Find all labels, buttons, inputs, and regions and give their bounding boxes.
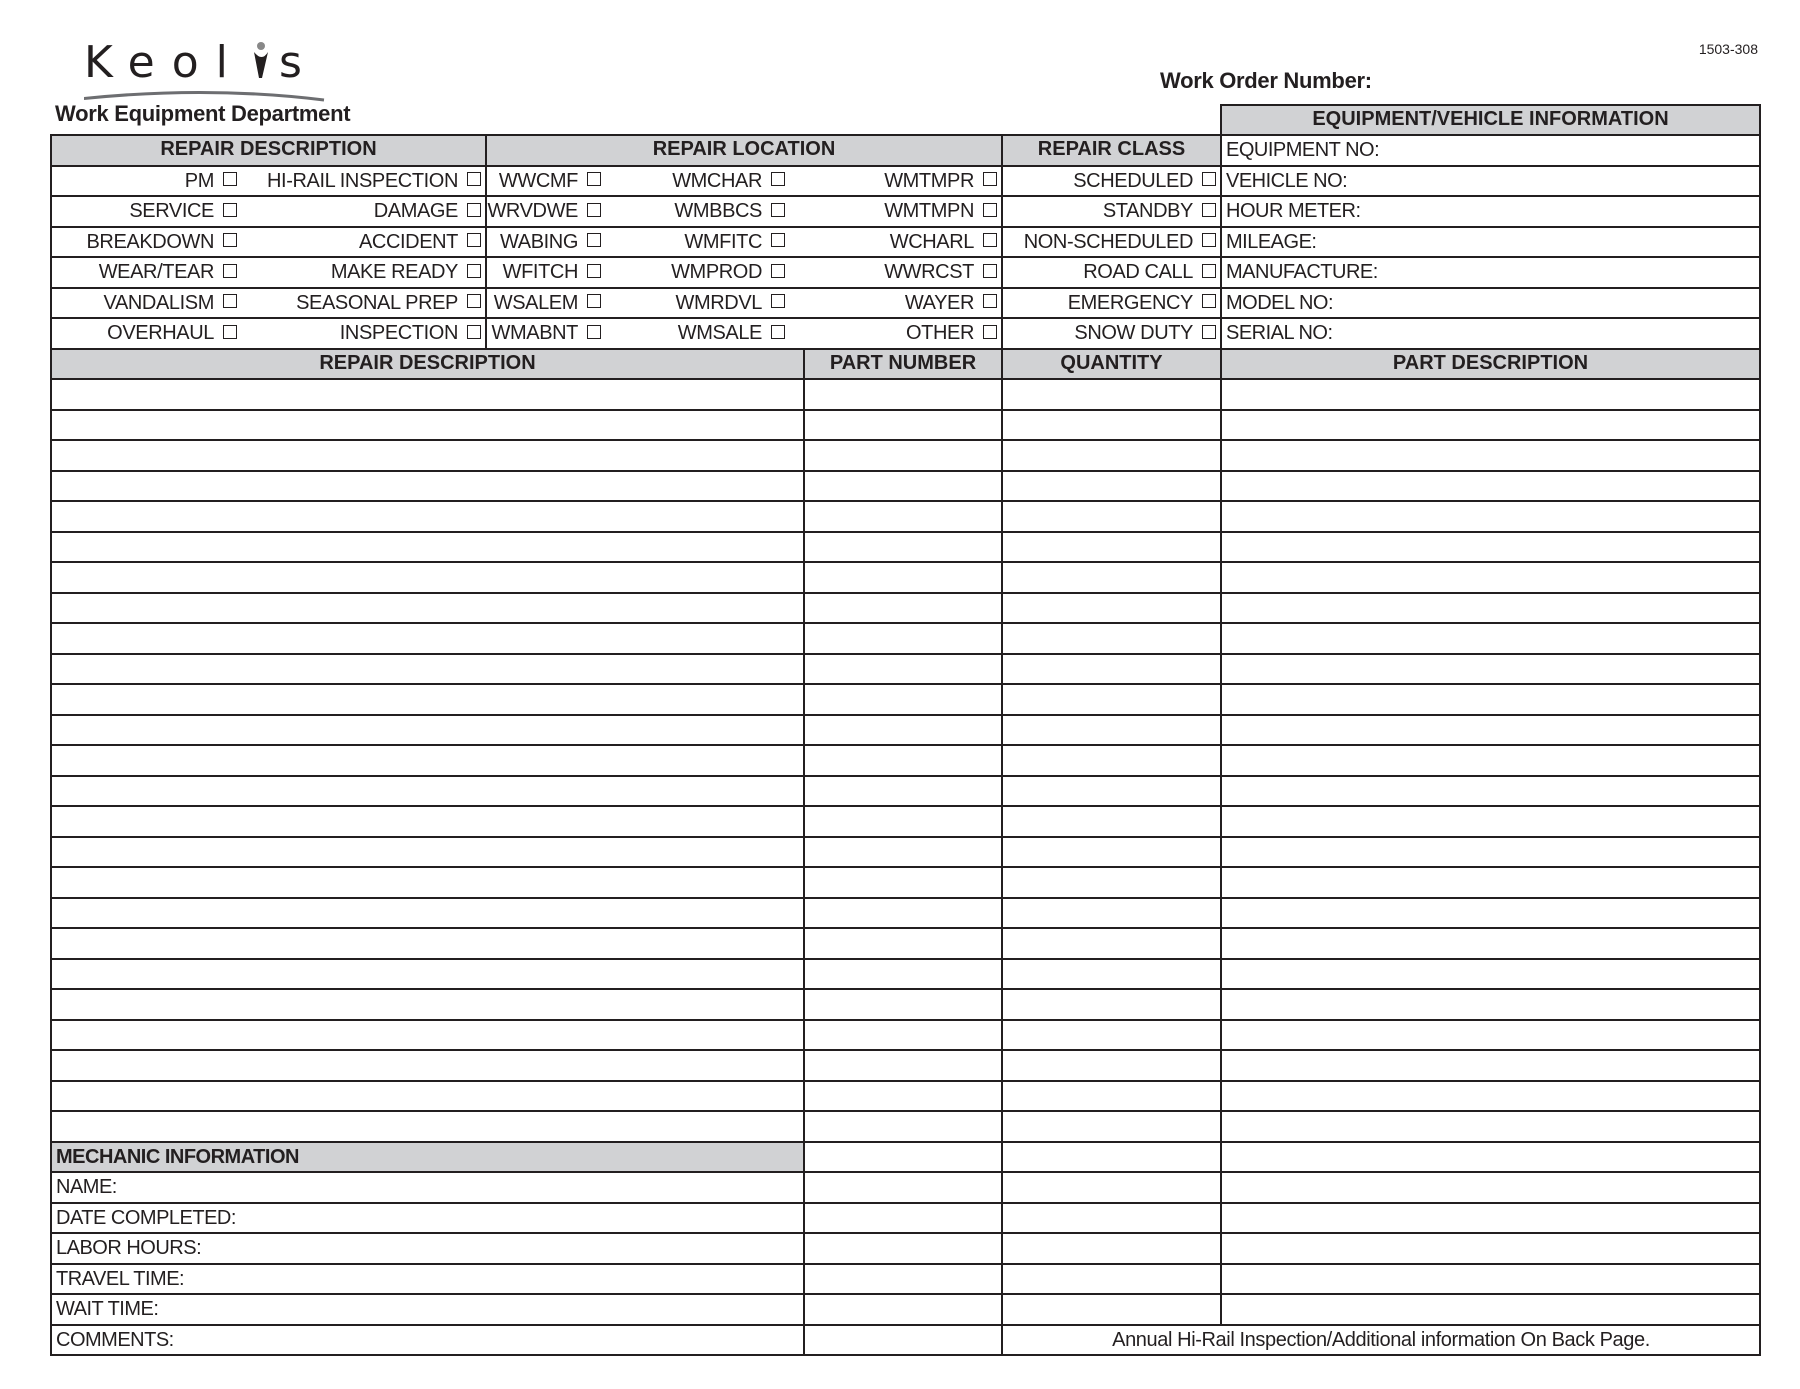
repair-description-cell[interactable]	[50, 470, 805, 503]
part-description-cell[interactable]	[1220, 531, 1761, 564]
option-label: WMBBCS	[674, 200, 762, 222]
option-label: WMTMPN	[884, 200, 974, 222]
repair-location-option-row	[485, 317, 1003, 350]
repair-description-header: REPAIR DESCRIPTION	[50, 134, 487, 167]
checkbox[interactable]	[771, 233, 785, 247]
repair-location-option[interactable]	[500, 228, 601, 256]
checkbox[interactable]	[223, 294, 237, 308]
checkbox[interactable]	[467, 233, 481, 247]
svg-text:Keol: Keol	[84, 37, 245, 88]
repair-description-option[interactable]	[129, 197, 237, 225]
part-number-cell[interactable]	[803, 1171, 1003, 1204]
repair-description-option-row	[50, 256, 487, 289]
option-label: EMERGENCY	[1067, 291, 1193, 314]
checkbox[interactable]	[587, 264, 601, 278]
repair-description-option[interactable]	[331, 258, 481, 286]
equipment-field[interactable]: MODEL NO:	[1220, 287, 1761, 320]
checkbox[interactable]	[1202, 172, 1216, 186]
part-description-cell[interactable]	[1220, 1141, 1761, 1174]
repair-location-option[interactable]	[676, 289, 786, 317]
quantity-cell[interactable]	[1001, 592, 1222, 625]
part-number-cell[interactable]	[803, 744, 1003, 777]
quantity-cell[interactable]	[1001, 653, 1222, 686]
checkbox[interactable]	[587, 325, 601, 339]
checkbox[interactable]	[223, 172, 237, 186]
repair-description-cell[interactable]	[50, 866, 805, 899]
part-description-cell[interactable]	[1220, 744, 1761, 777]
repair-description-cell[interactable]	[50, 1019, 805, 1052]
checkbox[interactable]	[983, 233, 997, 247]
repair-description-option[interactable]	[103, 289, 237, 317]
quantity-cell[interactable]	[1001, 1263, 1222, 1296]
part-description-cell[interactable]	[1220, 409, 1761, 442]
part-number-cell[interactable]	[803, 439, 1003, 472]
repair-description-cell[interactable]	[50, 439, 805, 472]
repair-description-cell[interactable]	[50, 744, 805, 777]
option-label: PM	[184, 169, 214, 192]
repair-class-option[interactable]	[1074, 319, 1216, 347]
mechanic-field[interactable]: NAME:	[50, 1171, 805, 1204]
option-label: BREAKDOWN	[86, 230, 214, 253]
quantity-cell[interactable]	[1001, 958, 1222, 991]
part-description-cell[interactable]	[1220, 714, 1761, 747]
quantity-cell[interactable]	[1001, 988, 1222, 1021]
part-description-cell[interactable]	[1220, 653, 1761, 686]
part-number-cell[interactable]	[803, 988, 1003, 1021]
repair-class-option-row	[1001, 256, 1222, 289]
part-number-cell[interactable]	[803, 1049, 1003, 1082]
part-number-cell[interactable]	[803, 1141, 1003, 1174]
repair-location-option[interactable]	[492, 319, 601, 347]
repair-description-cell[interactable]	[50, 531, 805, 564]
option-label: WMSALE	[677, 322, 762, 344]
repair-description-cell[interactable]	[50, 592, 805, 625]
repair-description-cell[interactable]	[50, 409, 805, 442]
column-header-quantity: QUANTITY	[1001, 348, 1222, 381]
repair-description-option[interactable]	[296, 289, 481, 317]
option-label: OVERHAUL	[107, 322, 214, 344]
option-label: INSPECTION	[339, 322, 458, 344]
repair-class-option-row	[1001, 317, 1222, 350]
repair-description-option-row	[50, 226, 487, 259]
repair-class-option[interactable]	[1083, 258, 1216, 286]
repair-description-option[interactable]	[340, 319, 481, 347]
option-label: HI-RAIL INSPECTION	[267, 169, 458, 192]
option-label: WMCHAR	[672, 169, 762, 192]
part-number-cell[interactable]	[803, 409, 1003, 442]
part-number-cell[interactable]	[803, 714, 1003, 747]
part-number-cell[interactable]	[803, 592, 1003, 625]
checkbox[interactable]	[467, 294, 481, 308]
equipment-field[interactable]: SERIAL NO:	[1220, 317, 1761, 350]
part-number-cell[interactable]	[803, 805, 1003, 838]
quantity-cell[interactable]	[1001, 805, 1222, 838]
option-label: WMPROD	[671, 261, 762, 283]
quantity-cell[interactable]	[1001, 836, 1222, 869]
quantity-cell[interactable]	[1001, 714, 1222, 747]
repair-description-option[interactable]	[185, 167, 237, 195]
part-description-cell[interactable]	[1220, 1202, 1761, 1235]
repair-description-option-row	[50, 317, 487, 350]
part-number-cell[interactable]	[803, 1263, 1003, 1296]
repair-location-option[interactable]	[487, 197, 601, 225]
repair-class-option[interactable]	[1068, 289, 1216, 317]
option-label: WABING	[500, 230, 578, 253]
checkbox[interactable]	[771, 264, 785, 278]
part-number-cell[interactable]	[803, 1110, 1003, 1143]
quantity-cell[interactable]	[1001, 1110, 1222, 1143]
quantity-cell[interactable]	[1001, 1019, 1222, 1052]
repair-description-option-row	[50, 165, 487, 198]
repair-description-cell[interactable]	[50, 927, 805, 960]
checkbox[interactable]	[1202, 294, 1216, 308]
option-label: SNOW DUTY	[1074, 322, 1193, 344]
checkbox[interactable]	[587, 203, 601, 217]
quantity-cell[interactable]	[1001, 897, 1222, 930]
repair-location-option[interactable]	[684, 228, 785, 256]
repair-description-cell[interactable]	[50, 1049, 805, 1082]
option-label: WEAR/TEAR	[98, 261, 214, 283]
repair-description-cell[interactable]	[50, 683, 805, 716]
quantity-cell[interactable]	[1001, 378, 1222, 411]
repair-class-header: REPAIR CLASS	[1001, 134, 1222, 167]
option-label: WSALEM	[493, 291, 578, 314]
option-label: WWRCST	[884, 261, 974, 283]
checkbox[interactable]	[467, 203, 481, 217]
quantity-cell[interactable]	[1001, 1202, 1222, 1235]
part-number-cell[interactable]	[803, 1324, 1003, 1357]
repair-class-option[interactable]	[1024, 228, 1216, 256]
repair-location-option-row	[485, 226, 1003, 259]
part-number-cell[interactable]	[803, 866, 1003, 899]
option-label: STANDBY	[1102, 200, 1193, 222]
checkbox[interactable]	[771, 325, 785, 339]
repair-description-option[interactable]	[267, 167, 481, 195]
quantity-cell[interactable]	[1001, 1232, 1222, 1265]
checkbox[interactable]	[1202, 233, 1216, 247]
repair-description-cell[interactable]	[50, 378, 805, 411]
part-description-cell[interactable]	[1220, 866, 1761, 899]
part-description-cell[interactable]	[1220, 1080, 1761, 1113]
part-description-cell[interactable]	[1220, 592, 1761, 625]
checkbox[interactable]	[983, 325, 997, 339]
part-description-cell[interactable]	[1220, 927, 1761, 960]
quantity-cell[interactable]	[1001, 927, 1222, 960]
checkbox[interactable]	[587, 294, 601, 308]
repair-location-header: REPAIR LOCATION	[485, 134, 1003, 167]
column-header-part-description: PART DESCRIPTION	[1220, 348, 1761, 381]
quantity-cell[interactable]	[1001, 683, 1222, 716]
part-number-cell[interactable]	[803, 1202, 1003, 1235]
repair-description-option[interactable]	[107, 319, 237, 347]
repair-description-cell[interactable]	[50, 622, 805, 655]
mechanic-information-header: MECHANIC INFORMATION	[50, 1141, 805, 1174]
repair-location-option[interactable]	[494, 289, 601, 317]
part-description-cell[interactable]	[1220, 378, 1761, 411]
equipment-field[interactable]: MANUFACTURE:	[1220, 256, 1761, 289]
department-title: Work Equipment Department	[55, 101, 351, 126]
part-description-cell[interactable]	[1220, 988, 1761, 1021]
quantity-cell[interactable]	[1001, 470, 1222, 503]
quantity-cell[interactable]	[1001, 1293, 1222, 1326]
option-label: MAKE READY	[330, 261, 458, 283]
part-number-cell[interactable]	[803, 1293, 1003, 1326]
repair-description-option-row	[50, 287, 487, 320]
footer-note: Annual Hi-Rail Inspection/Additional information On Back Page.	[1001, 1324, 1761, 1357]
option-label: SEASONAL PREP	[296, 291, 458, 314]
checkbox[interactable]	[1202, 325, 1216, 339]
svg-text:s: s	[279, 37, 302, 88]
repair-class-option-row	[1001, 226, 1222, 259]
part-description-cell[interactable]	[1220, 1171, 1761, 1204]
option-label: WMABNT	[491, 322, 578, 344]
part-number-cell[interactable]	[803, 378, 1003, 411]
mechanic-field[interactable]: COMMENTS:	[50, 1324, 805, 1357]
quantity-cell[interactable]	[1001, 1049, 1222, 1082]
checkbox[interactable]	[1202, 264, 1216, 278]
repair-description-cell[interactable]	[50, 653, 805, 686]
option-label: ACCIDENT	[358, 230, 458, 253]
part-description-cell[interactable]	[1220, 622, 1761, 655]
repair-description-cell[interactable]	[50, 1080, 805, 1113]
mechanic-field[interactable]: TRAVEL TIME:	[50, 1263, 805, 1296]
repair-description-option[interactable]	[359, 228, 481, 256]
equipment-field[interactable]: VEHICLE NO:	[1220, 165, 1761, 198]
part-description-cell[interactable]	[1220, 561, 1761, 594]
checkbox[interactable]	[467, 172, 481, 186]
repair-description-option-row	[50, 195, 487, 228]
repair-description-cell[interactable]	[50, 958, 805, 991]
quantity-cell[interactable]	[1001, 500, 1222, 533]
part-description-cell[interactable]	[1220, 805, 1761, 838]
equipment-field[interactable]: EQUIPMENT NO:	[1220, 134, 1761, 167]
quantity-cell[interactable]	[1001, 531, 1222, 564]
part-description-cell[interactable]	[1220, 1263, 1761, 1296]
repair-description-cell[interactable]	[50, 1110, 805, 1143]
repair-class-option-row	[1001, 165, 1222, 198]
repair-location-option[interactable]	[906, 319, 997, 347]
equipment-field[interactable]: MILEAGE:	[1220, 226, 1761, 259]
option-label: WMFITC	[684, 230, 762, 253]
checkbox[interactable]	[771, 294, 785, 308]
form-number: 1503-308	[1698, 41, 1758, 57]
checkbox[interactable]	[983, 264, 997, 278]
checkbox[interactable]	[223, 233, 237, 247]
part-description-cell[interactable]	[1220, 1232, 1761, 1265]
part-description-cell[interactable]	[1220, 775, 1761, 808]
part-number-cell[interactable]	[803, 1232, 1003, 1265]
checkbox[interactable]	[467, 325, 481, 339]
logo-graphic	[84, 32, 334, 107]
column-header-part-number: PART NUMBER	[803, 348, 1003, 381]
checkbox[interactable]	[983, 203, 997, 217]
repair-location-option[interactable]	[672, 167, 785, 195]
repair-description-cell[interactable]	[50, 805, 805, 838]
part-description-cell[interactable]	[1220, 1110, 1761, 1143]
part-description-cell[interactable]	[1220, 836, 1761, 869]
option-label: SCHEDULED	[1073, 169, 1193, 192]
repair-location-option[interactable]	[884, 258, 997, 286]
option-label: WMTMPR	[884, 169, 974, 192]
part-description-cell[interactable]	[1220, 1019, 1761, 1052]
quantity-cell[interactable]	[1001, 775, 1222, 808]
repair-location-option-row	[485, 287, 1003, 320]
quantity-cell[interactable]	[1001, 1080, 1222, 1113]
part-number-cell[interactable]	[803, 1080, 1003, 1113]
repair-description-cell[interactable]	[50, 775, 805, 808]
repair-location-option[interactable]	[503, 258, 601, 286]
checkbox[interactable]	[771, 203, 785, 217]
option-label: WCHARL	[889, 230, 974, 253]
option-label: SERVICE	[129, 200, 214, 222]
quantity-cell[interactable]	[1001, 1141, 1222, 1174]
repair-class-option[interactable]	[1073, 167, 1216, 195]
repair-description-cell[interactable]	[50, 988, 805, 1021]
part-description-cell[interactable]	[1220, 500, 1761, 533]
column-header-repair-description: REPAIR DESCRIPTION	[50, 348, 805, 381]
repair-location-option[interactable]	[884, 197, 997, 225]
part-number-cell[interactable]	[803, 500, 1003, 533]
part-number-cell[interactable]	[803, 836, 1003, 869]
checkbox[interactable]	[223, 203, 237, 217]
part-number-cell[interactable]	[803, 683, 1003, 716]
checkbox[interactable]	[1202, 203, 1216, 217]
repair-location-option[interactable]	[890, 228, 997, 256]
part-number-cell[interactable]	[803, 775, 1003, 808]
part-number-cell[interactable]	[803, 531, 1003, 564]
repair-location-option-row	[485, 195, 1003, 228]
part-description-cell[interactable]	[1220, 470, 1761, 503]
option-label: OTHER	[905, 322, 974, 344]
option-label: WFITCH	[502, 261, 578, 283]
part-number-cell[interactable]	[803, 1019, 1003, 1052]
quantity-cell[interactable]	[1001, 622, 1222, 655]
checkbox[interactable]	[983, 294, 997, 308]
option-label: ROAD CALL	[1083, 261, 1193, 283]
part-number-cell[interactable]	[803, 653, 1003, 686]
repair-description-option[interactable]	[86, 228, 237, 256]
option-label: VANDALISM	[103, 291, 214, 314]
part-description-cell[interactable]	[1220, 897, 1761, 930]
part-number-cell[interactable]	[803, 958, 1003, 991]
part-description-cell[interactable]	[1220, 683, 1761, 716]
checkbox[interactable]	[587, 233, 601, 247]
checkbox[interactable]	[223, 325, 237, 339]
quantity-cell[interactable]	[1001, 439, 1222, 472]
quantity-cell[interactable]	[1001, 744, 1222, 777]
checkbox[interactable]	[587, 172, 601, 186]
work-order-number-label: Work Order Number:	[1160, 68, 1372, 93]
option-label: WMRDVL	[675, 291, 762, 314]
part-description-cell[interactable]	[1220, 439, 1761, 472]
quantity-cell[interactable]	[1001, 409, 1222, 442]
repair-location-option[interactable]	[674, 197, 785, 225]
checkbox[interactable]	[771, 172, 785, 186]
mechanic-field[interactable]: LABOR HOURS:	[50, 1232, 805, 1265]
repair-description-cell[interactable]	[50, 897, 805, 930]
repair-description-option[interactable]	[99, 258, 237, 286]
repair-description-cell[interactable]	[50, 500, 805, 533]
checkbox[interactable]	[983, 172, 997, 186]
equipment-vehicle-info-header: EQUIPMENT/VEHICLE INFORMATION	[1220, 104, 1761, 136]
repair-location-option[interactable]	[499, 167, 601, 195]
option-label: DAMAGE	[373, 200, 458, 222]
repair-location-option[interactable]	[678, 319, 785, 347]
repair-location-option[interactable]	[905, 289, 997, 317]
quantity-cell[interactable]	[1001, 1171, 1222, 1204]
part-number-cell[interactable]	[803, 561, 1003, 594]
part-number-cell[interactable]	[803, 622, 1003, 655]
keolis-logo	[84, 32, 324, 102]
part-number-cell[interactable]	[803, 897, 1003, 930]
repair-description-cell[interactable]	[50, 561, 805, 594]
part-description-cell[interactable]	[1220, 958, 1761, 991]
part-description-cell[interactable]	[1220, 1293, 1761, 1326]
repair-description-cell[interactable]	[50, 836, 805, 869]
part-number-cell[interactable]	[803, 470, 1003, 503]
repair-description-option[interactable]	[374, 197, 481, 225]
part-description-cell[interactable]	[1220, 1049, 1761, 1082]
part-number-cell[interactable]	[803, 927, 1003, 960]
repair-class-option-row	[1001, 287, 1222, 320]
repair-location-option[interactable]	[884, 167, 997, 195]
mechanic-field[interactable]: WAIT TIME:	[50, 1293, 805, 1326]
equipment-field[interactable]: HOUR METER:	[1220, 195, 1761, 228]
repair-location-option[interactable]	[671, 258, 785, 286]
quantity-cell[interactable]	[1001, 561, 1222, 594]
option-label: WRVDWE	[487, 200, 578, 222]
repair-description-cell[interactable]	[50, 714, 805, 747]
repair-class-option[interactable]	[1103, 197, 1216, 225]
option-label: WWCMF	[498, 169, 578, 192]
repair-location-option-row	[485, 165, 1003, 198]
quantity-cell[interactable]	[1001, 866, 1222, 899]
checkbox[interactable]	[223, 264, 237, 278]
repair-class-option-row	[1001, 195, 1222, 228]
mechanic-field[interactable]: DATE COMPLETED:	[50, 1202, 805, 1235]
repair-location-option-row	[485, 256, 1003, 289]
option-label: WAYER	[904, 291, 974, 314]
option-label: NON-SCHEDULED	[1023, 230, 1193, 253]
checkbox[interactable]	[467, 264, 481, 278]
